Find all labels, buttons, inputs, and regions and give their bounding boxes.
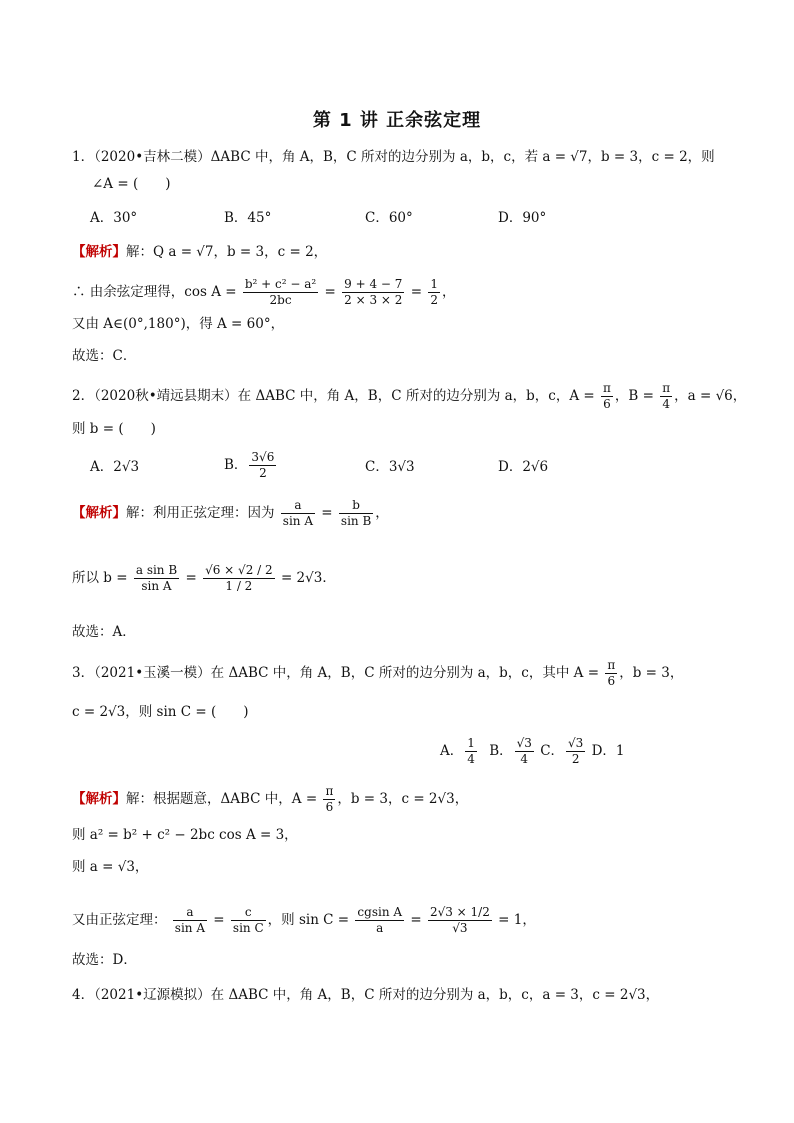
q3-solution-tail: ，b = 3，c = 2√3， [337,791,469,807]
q1-fraction-3: $\frac{1}{2}$ [430,277,438,307]
q2-ratio-1: $\frac{a}{\text{sin A}}$ [282,498,314,528]
q3-solution-line3: 则 a = √3， [72,859,149,875]
q3-solution-angle: $\frac{\pi}{6}$ [325,784,334,814]
q1-solution-text1: 解：Q a = √7，b = 3，c = 2， [126,244,328,260]
q1-solution-line2: ∴ 由余弦定理得，cos A = $\frac{\text{b² + c² − a²}}{2bc}$ = $\frac{9 + 4 - 7}{2 \times 3 \times 2}$ = $\frac{1}{2}$ ， [72,277,456,307]
q2-solution-tag: 【解析】 [72,505,126,521]
q3-option-c-label: C． [540,743,565,759]
q2-stem-tail: ，a = √6， [674,388,747,404]
q2-solution-answer: 故选：A． [72,624,136,640]
q1-solution-tag: 【解析】 [72,244,126,260]
q2-stem-text: 2．（2020秋•靖远县期末）在 ΔABC 中，角 A，B，C 所对的边分别为 a，b，c，A = [72,388,595,404]
q1-solution-line1 [72,242,327,262]
q3-options [440,736,625,767]
q3-stem-tail: ，b = 3， [619,665,684,681]
q2-option-b-fraction: $\frac{3√6}{2}$ [251,450,275,480]
q2-option-d: D．2√6 [498,459,549,475]
q2-stem-line1 [72,381,746,412]
q3-ratio-2: $\frac{c}{\text{sin C}}$ [232,905,264,935]
q1-solution-answer: 故选：C． [72,348,137,364]
q1-option-c: C．60° [365,210,413,226]
q2-option-b [224,450,278,481]
q1-stem-line1: 1．（2020•吉林二模）ΔABC 中，角 A，B，C 所对的边分别为 a，b，c，若 a = √7，b = 3，c = 2，则 [72,149,715,165]
q3-solution-line1 [72,784,468,815]
q2-option-b-label: B． [224,457,248,473]
q3-option-b-label: B． [489,743,513,759]
q2-solution-line2: 所以 b = $\frac{\text{a sin B}}{\text{sin A}}$ = $\frac{√6 \times √2 / 2}{1 / 2}$ = 2√3． [72,563,336,593]
q2-stem-b: ，B = [614,388,654,404]
q2-solution-text: 解：利用正弦定理：因为 [126,505,275,521]
q3-angle-fraction: $\frac{\pi}{6}$ [607,658,616,688]
q2-b-fraction-2: $\frac{√6 \times √2 / 2}{1 / 2}$ [205,563,273,593]
q2-solution-line1: 【解析】解：利用正弦定理：因为 $\frac{a}{\text{sin A}}$ = $\frac{b}{\text{sin B}}$ ， [72,498,389,528]
q1-solution-line3: 又由 A∈(0°,180°)，得 A = 60°， [72,316,285,332]
q4-stem-line1: 4．（2021•辽源模拟）在 ΔABC 中，角 A，B，C 所对的边分别为 a，b，c，a = 3，c = 2√3， [72,987,660,1003]
q3-option-a-label: A． [440,743,464,759]
q3-sinc-fraction-2: $\frac{2√3 \times 1/2}{√3}$ [429,905,490,935]
q3-solution-line4: 又由正弦定理： $\frac{a}{\text{sin A}}$ = $\frac{c}{\text{sin C}}$ ，则 sin C = $\frac{\text{cgsin A}}{a}$ = $\frac{2√3 \times 1/2}{√3}$ = 1， [72,905,536,935]
q1-option-d: D．90° [498,210,547,226]
q3-sinc-lead: ，则 sin C = [267,912,350,928]
q3-option-c: $\frac{√3}{2}$ [568,736,584,766]
q3-option-d: D．1 [591,743,625,759]
q2-option-c: C．3√3 [365,459,415,475]
q3-solution-line2: 则 a² = b² + c² − 2bc cos A = 3， [72,827,298,843]
q2-angle-b-fraction: $\frac{\pi}{4}$ [662,381,671,411]
q3-stem-line1 [72,658,683,689]
q1-cos-lead: ∴ 由余弦定理得，cos A = [72,284,237,300]
q2-ratio-2: $\frac{b}{\text{sin B}}$ [340,498,372,528]
q2-option-a: A．2√3 [90,459,140,475]
q3-stem-text: 3．（2021•玉溪一模）在 ΔABC 中，角 A，B，C 所对的边分别为 a，b，c，其中 A = [72,665,600,681]
page-title: 第 1 讲 正余弦定理 [312,110,482,131]
q2-angle-a-fraction: $\frac{\pi}{6}$ [603,381,611,411]
q1-option-a: A．30° [90,210,138,226]
q3-solution-answer: 故选：D． [72,952,137,968]
q3-option-b: $\frac{√3}{4}$ [516,736,532,766]
q3-solution-tag: 【解析】 [72,791,126,807]
q3-ratio-1: $\frac{a}{\text{sin A}}$ [174,905,206,935]
q2-b-lead: 所以 b = [72,570,128,586]
q1-fraction-2: $\frac{9 + 4 - 7}{2 \times 3 \times 2}$ [344,277,403,307]
q3-sinc-fraction-1: $\frac{\text{cgsin A}}{a}$ [357,905,403,935]
q3-sinc-result: = 1， [498,912,536,928]
q3-sine-lead: 又由正弦定理： [72,912,167,928]
q2-b-fraction-1: $\frac{\text{a sin B}}{\text{sin A}}$ [135,563,178,593]
q1-fraction-1: $\frac{\text{b² + c² − a²}}{2bc}$ [244,277,317,307]
q2-stem-line2: 则 b = ( ) [72,421,156,437]
q2-b-result: = 2√3． [280,570,336,586]
q3-solution-text: 解：根据题意，ΔABC 中，A = [126,791,318,807]
q3-option-a: $\frac{1}{4}$ [467,736,475,766]
q3-stem-line2: c = 2√3，则 sin C = ( ) [72,704,249,720]
q1-option-b: B．45° [224,210,272,226]
q1-stem-line2: ∠A = ( ) [92,176,171,192]
